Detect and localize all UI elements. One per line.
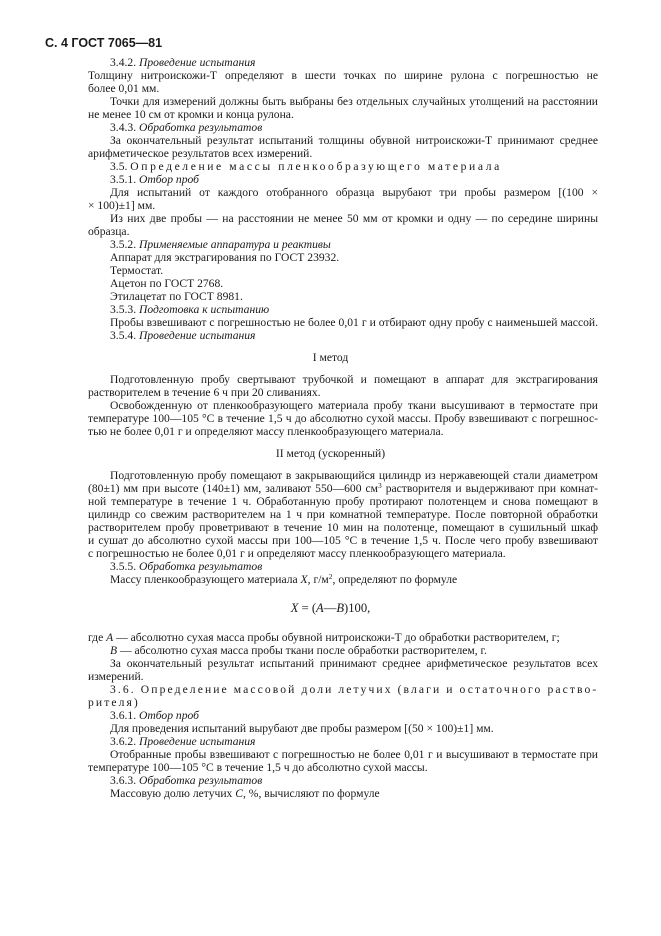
paragraph-line: (80±1) мм при высоте (140±1) мм, заливают 550—600 $см^3$ растворителя и выдерживают при комнат-	[88, 481, 598, 495]
method-heading: II метод (ускоренный)	[275, 447, 386, 460]
paragraph-line: × 100)±1] мм.	[88, 199, 156, 212]
paragraph-line: Подготовленную пробу помещают в закрывающийся цилиндр из нержавеющей стали диаметром	[110, 469, 598, 482]
equipment-item: Ацетон по ГОСТ 2768.	[110, 277, 224, 290]
paragraph-line: За окончательный результат испытаний толщины обувной нитроискожи-Т принимают среднее	[110, 134, 598, 147]
paragraph-line: образца.	[88, 225, 130, 238]
paragraph-line: температуре 100—105 °С в течение 1,5 ч до абсолютно сухой массы. Пробу взвешивают с погрешнос-	[88, 412, 598, 425]
section-heading: 3.6.3. Обработка результатов	[110, 774, 263, 787]
paragraph-line: Массу пленкообразующего материала X, $г/м^2$, определяют по формуле	[110, 572, 458, 586]
paragraph-line: Для испытаний от каждого отобранного образца вырубают три пробы размером [(100 ×	[110, 186, 598, 199]
section-heading: 3.6.2. Проведение испытания	[110, 735, 256, 748]
section-heading: 3.6. Определение массовой доли летучих (влаги и остаточного раство-	[110, 683, 599, 696]
section-heading: 3.4.3. Обработка результатов	[110, 121, 263, 134]
section-heading: 3.5.4. Проведение испытания	[110, 329, 256, 342]
paragraph-line: Массовую долю летучих C, %, вычисляют по формуле	[110, 787, 380, 800]
paragraph-line: растворителем пробу проветривают в течение 10 мин на полотенце, помещают в сушильный шкаф	[88, 521, 598, 534]
page-header: С. 4 ГОСТ 7065—81	[45, 36, 163, 50]
section-heading: 3.5.5. Обработка результатов	[110, 560, 263, 573]
paragraph-line: цилиндр со свежим растворителем на 1 ч при комнатной температуре. После повторной обработки	[88, 508, 598, 521]
section-heading: 3.5. Определение массы пленкообразующего материала	[110, 160, 502, 173]
equipment-item: Аппарат для экстрагирования по ГОСТ 23932.	[110, 251, 340, 264]
paragraph-line: Из них две пробы — на расстоянии не менее 50 мм от кромки и одну — по середине ширины	[110, 212, 598, 225]
paragraph-line: и сушат до абсолютно сухой массы при 100—105 °С в течение 1,5 ч. После чего пробу взвешивают	[88, 534, 598, 547]
method-heading: I метод	[312, 351, 349, 364]
paragraph-line: Точки для измерений должны быть выбраны без отдельных случайных утолщений на расстоянии	[110, 95, 598, 108]
paragraph-line: не менее 10 см от кромки и конца рулона.	[88, 108, 294, 121]
formula: X = (A—B)100,	[290, 601, 371, 615]
equipment-item: Термостат.	[110, 264, 164, 277]
paragraph-line: арифметическое результатов всех измерений.	[88, 147, 313, 160]
equipment-item: Этилацетат по ГОСТ 8981.	[110, 290, 243, 303]
section-heading: 3.5.3. Подготовка к испытанию	[110, 303, 270, 316]
paragraph-line: Толщину нитроискожи-Т определяют в шести точках по ширине рулона с погрешностью не	[88, 69, 598, 82]
paragraph-line: с погрешностью не более 0,01 г и определяют массу пленкообразующего материала.	[88, 547, 506, 560]
section-heading: 3.5.2. Применяемые аппаратура и реактивы	[110, 238, 331, 251]
paragraph-line: Пробы взвешивают с погрешностью не более 0,01 г и отбирают одну пробу с наименьшей массой.	[110, 316, 598, 329]
section-heading-cont: рителя)	[88, 696, 140, 709]
section-heading: 3.4.2. Проведение испытания	[110, 56, 256, 69]
section-heading: 3.6.1. Отбор проб	[110, 709, 199, 722]
paragraph-line: ной температуре в течение 1 ч. Обработанную пробу протирают полотенцем и снова помещают в	[88, 495, 598, 508]
paragraph-line: температуре 100—105 °С в течение 1,5 ч до абсолютно сухой массы.	[88, 761, 428, 774]
paragraph-line: Для проведения испытаний вырубают две пробы размером [(50 × 100)±1] мм.	[110, 722, 494, 735]
paragraph-line: более 0,01 мм.	[88, 82, 160, 95]
paragraph-line: измерений.	[88, 670, 144, 683]
formula-legend-line: B — абсолютно сухая масса пробы ткани после обработки растворителем, г.	[110, 644, 487, 657]
section-heading: 3.5.1. Отбор проб	[110, 173, 199, 186]
paragraph-line: За окончательный результат испытаний принимают среднее арифметическое результатов всех	[110, 657, 598, 670]
paragraph-line: Отобранные пробы взвешивают с погрешностью не более 0,01 г и высушивают в термостате при	[110, 748, 598, 761]
paragraph-line: Подготовленную пробу свертывают трубочкой и помещают в аппарат для экстрагирования	[110, 373, 598, 386]
paragraph-line: Освобожденную от пленкообразующего материала пробу ткани высушивают в термостате при	[110, 399, 598, 412]
paragraph-line: растворителем в течение 6 ч при 20 сливаниях.	[88, 386, 321, 399]
paragraph-line: тью не более 0,01 г и определяют массу пленкообразующего материала.	[88, 425, 444, 438]
formula-legend-line: где A — абсолютно сухая масса пробы обувной нитроискожи-Т до обработки растворителем, г;	[88, 631, 560, 644]
